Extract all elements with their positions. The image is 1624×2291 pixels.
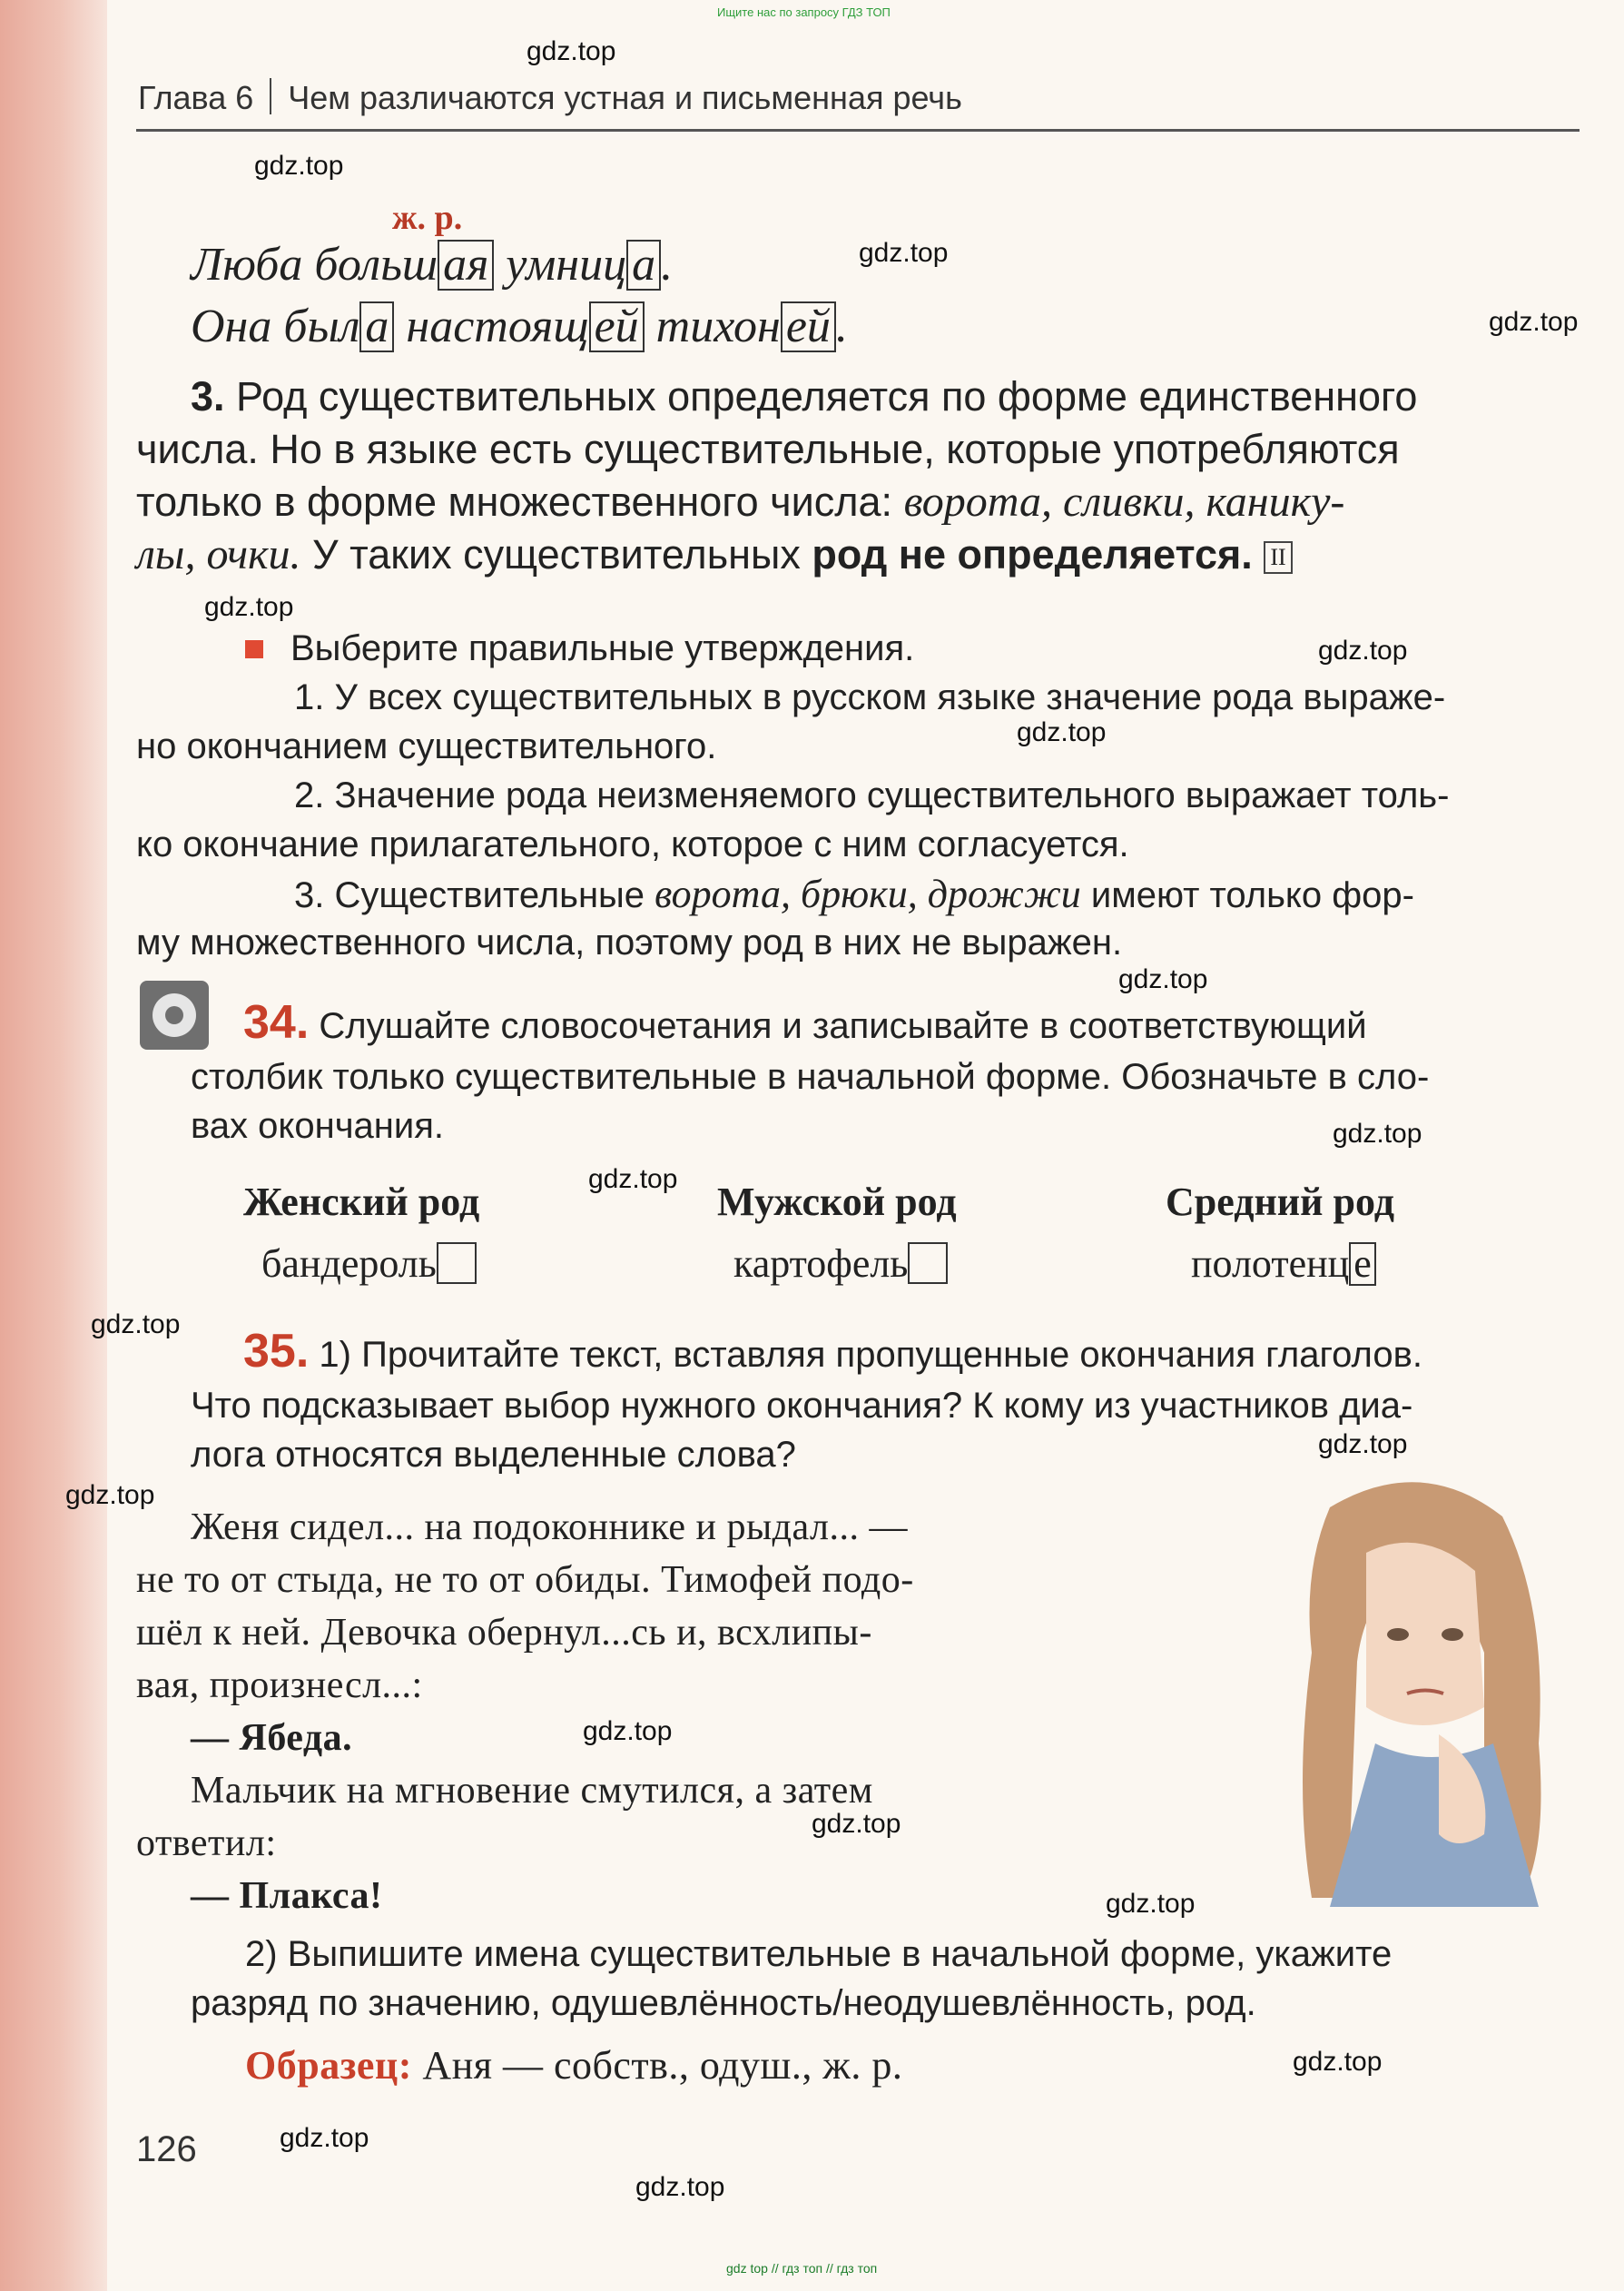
rule-key-phrase: род не определяется. (812, 531, 1253, 578)
watermark: gdz.top (1489, 307, 1579, 337)
exercise-text: Слушайте словосочетания и записывайте в соответствующий (319, 1006, 1367, 1046)
rule-text: У таких существительных (300, 531, 812, 578)
story-reply-2: — Плакса! (191, 1875, 383, 1917)
watermark: gdz.top (812, 1809, 901, 1839)
sample-line (245, 2039, 902, 2091)
rule-number: 3. (191, 373, 225, 420)
example-line-1 (191, 238, 673, 291)
word-part: тихон (655, 301, 781, 352)
top-note: Ищите нас по запросу ГДЗ ТОП (717, 5, 891, 19)
crying-girl-illustration (1275, 1471, 1575, 1907)
ending-box: ей (589, 301, 645, 352)
rule-3-line-2: числа. Но в языке есть существительные, которые употребляются (136, 426, 1400, 472)
watermark: gdz.top (254, 151, 344, 181)
statement-3a (294, 868, 1414, 922)
statement-1a: 1. У всех существительных в русском языке значение рода выраже- (294, 677, 1446, 717)
rule-text: Род существительных определяется по форме единственного (236, 373, 1418, 420)
watermark: gdz.top (1293, 2047, 1383, 2077)
column-head-feminine: Женский род (243, 1180, 480, 1224)
story-line-2: не то от стыда, не то от обиды. Тимофей подо- (136, 1559, 914, 1601)
column-word-neuter (1191, 1240, 1376, 1287)
story-reply-1: — Ябеда. (191, 1717, 353, 1759)
word-part: настоящ (406, 301, 589, 352)
statement-text: имеют только фор- (1080, 875, 1414, 915)
statement-example-words: ворота, брюки, дрожжи (655, 872, 1081, 916)
ex35-line-1 (243, 1326, 1422, 1381)
story-line-4: вая, произнесл...: (136, 1664, 423, 1706)
column-word-masculine (733, 1240, 948, 1287)
watermark: gdz.top (204, 592, 294, 622)
ending-box: а (626, 240, 661, 291)
watermark: gdz.top (1318, 636, 1408, 666)
watermark: gdz.top (280, 2123, 369, 2153)
watermark: gdz.top (1017, 717, 1107, 747)
watermark: gdz.top (1333, 1119, 1422, 1149)
gender-tag: ж. р. (392, 199, 463, 237)
sample-label: Образец: (245, 2043, 412, 2088)
statement-2a: 2. Значение рода неизменяемого существительного выражает толь- (294, 775, 1450, 815)
word-stem: картофель (733, 1241, 909, 1286)
statement-2b: ко окончание прилагательного, которое с ним согласуется. (136, 825, 1129, 864)
watermark: gdz.top (635, 2172, 725, 2202)
ex34-line-1 (243, 997, 1367, 1052)
ex35-line-3: лога относятся выделенные слова? (191, 1435, 796, 1475)
choose-prompt-text: Выберите правильные утверждения. (290, 628, 915, 668)
example-line-2 (191, 300, 848, 353)
chapter-label: Глава 6 (138, 79, 254, 116)
watermark: gdz.top (91, 1309, 181, 1339)
ex35-task2-line-2: разряд по значению, одушевлённость/неодушевлённость, род. (191, 1983, 1256, 2023)
rule-example-words: ворота, сливки, канику- (903, 478, 1345, 526)
rule-text: только в форме множественного числа: (136, 479, 904, 525)
chapter-title: Чем различаются устная и письменная речь (288, 79, 962, 116)
header-separator (270, 78, 271, 114)
rule-3-line-4 (136, 528, 1293, 580)
watermark: gdz.top (1318, 1429, 1408, 1459)
rule-example-words: лы, очки. (136, 530, 301, 578)
word-stem: полотенц (1191, 1241, 1350, 1286)
word-part: умниц (506, 239, 627, 291)
exercise-number: 34. (243, 996, 310, 1049)
watermark: gdz.top (859, 238, 949, 268)
ending-box: е (1349, 1242, 1376, 1286)
watermark: gdz.top (588, 1164, 678, 1194)
rule-3-line-1 (191, 370, 1417, 422)
watermark: gdz.top (1118, 964, 1208, 994)
exercise-number: 35. (243, 1325, 310, 1378)
watermark: gdz.top (583, 1716, 673, 1746)
chapter-header (138, 78, 962, 117)
sample-text: Аня — собств., одуш., ж. р. (411, 2043, 903, 2088)
punctuation: . (661, 239, 674, 291)
ending-input-box[interactable] (437, 1242, 477, 1284)
ending-box: а (359, 301, 394, 352)
header-rule (136, 129, 1580, 132)
statement-text: 3. Существительные (294, 875, 655, 915)
watermark: gdz.top (527, 36, 616, 66)
bullet-icon (245, 640, 263, 658)
choose-prompt (245, 623, 914, 675)
statement-1b: но окончанием существительного. (136, 726, 717, 766)
ex34-line-2: столбик только существительные в начальной форме. Обозначьте в сло- (191, 1057, 1430, 1097)
ending-input-box[interactable] (908, 1242, 948, 1284)
statement-3b: му множественного числа, поэтому род в них не выражен. (136, 923, 1123, 963)
word-stem: бандероль (261, 1241, 437, 1286)
watermark: gdz.top (1106, 1889, 1196, 1919)
column-head-neuter: Средний род (1166, 1180, 1394, 1224)
audio-disk-icon[interactable] (140, 981, 209, 1050)
story-line-3: шёл к ней. Девочка обернул...сь и, всхлипы- (136, 1612, 872, 1654)
column-word-feminine (261, 1240, 477, 1287)
column-head-masculine: Мужской род (717, 1180, 957, 1224)
word-part: Она был (191, 301, 360, 352)
section-marker-icon: II (1264, 541, 1292, 574)
ex34-line-3: вах окончания. (191, 1106, 444, 1146)
story-line-5: Мальчик на мгновение смутился, а затем (191, 1770, 873, 1812)
page-edge-decoration (0, 0, 107, 2291)
page-number: 126 (136, 2129, 197, 2169)
bottom-note: gdz top // гдз топ // гдз топ (726, 2261, 878, 2276)
ex35-task2-line-1: 2) Выпишите имена существительные в начальной форме, укажите (245, 1934, 1393, 1974)
ex35-line-2: Что подсказывает выбор нужного окончания? К кому из участников диа- (191, 1386, 1413, 1426)
story-line-6: ответил: (136, 1822, 277, 1864)
exercise-text: 1) Прочитайте текст, вставляя пропущенные окончания глаголов. (319, 1335, 1422, 1375)
watermark: gdz.top (65, 1480, 155, 1510)
word-part: Люба больш (191, 239, 438, 291)
story-line-1: Женя сидел... на подоконнике и рыдал... — (191, 1506, 909, 1548)
rule-3-line-3 (136, 476, 1344, 528)
ending-box: ей (781, 301, 836, 352)
punctuation: . (835, 301, 848, 352)
ending-box: ая (438, 240, 494, 291)
